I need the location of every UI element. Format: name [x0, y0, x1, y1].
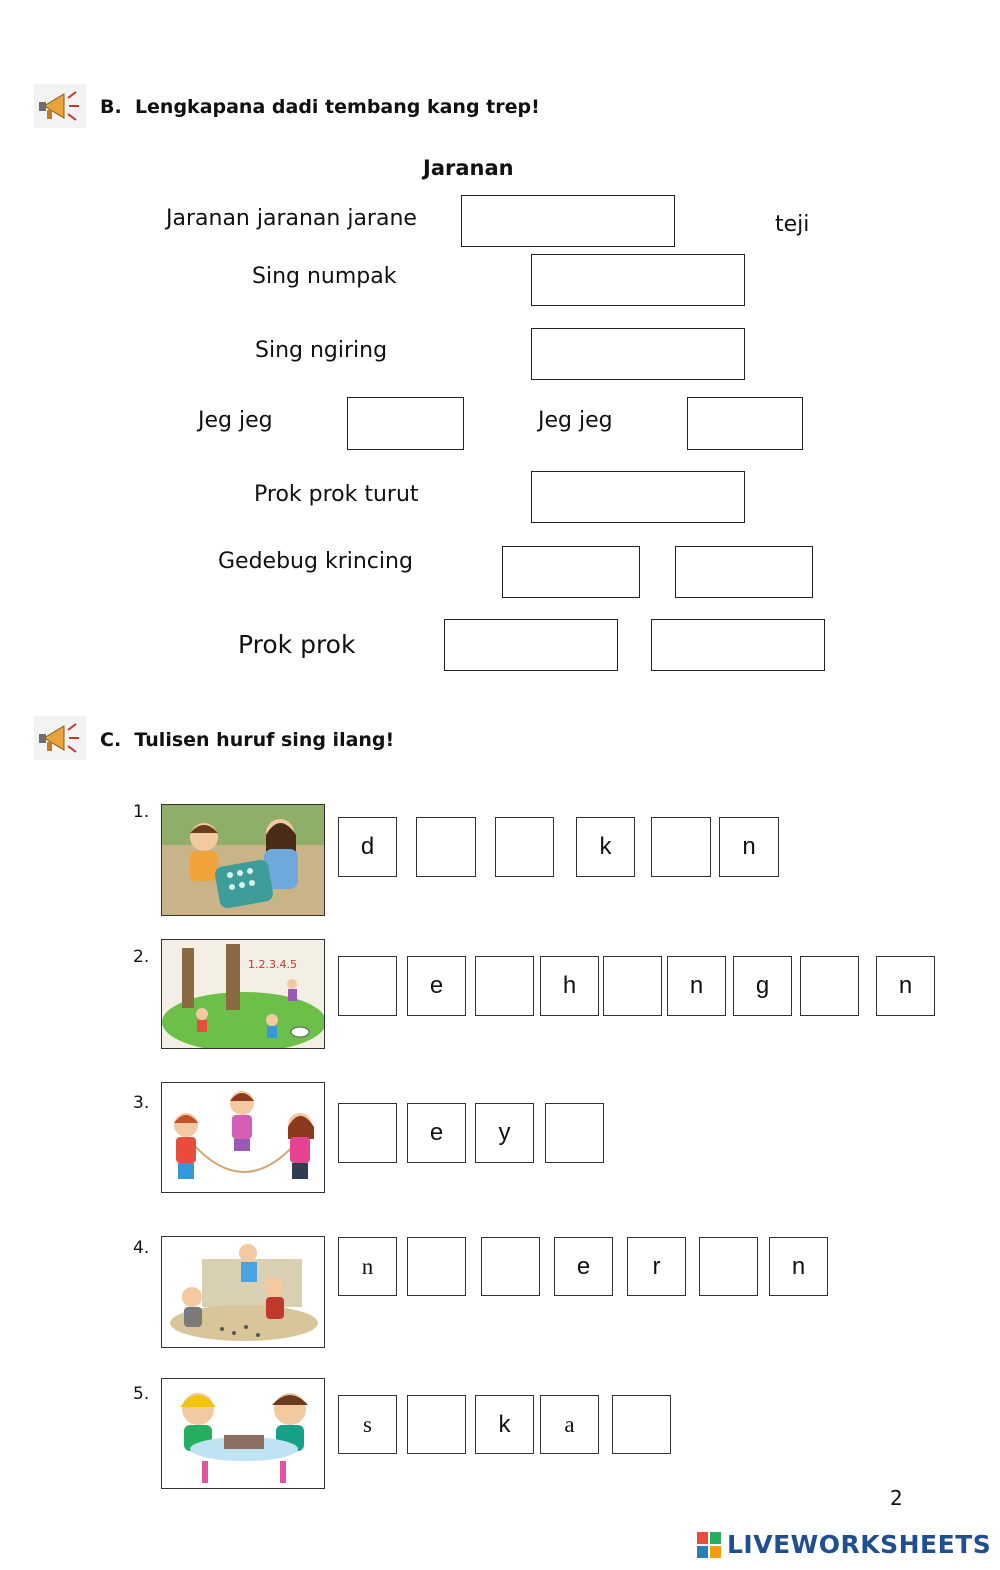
- letter-box: e: [407, 956, 466, 1016]
- jump-rope-picture: [161, 1082, 325, 1193]
- svg-text:1.2.3.4.5: 1.2.3.4.5: [248, 958, 297, 971]
- dakon-picture: [161, 804, 325, 916]
- liveworksheets-icon: [697, 1532, 721, 1558]
- letter-input-box[interactable]: [338, 1103, 397, 1163]
- letter-box: n: [719, 817, 779, 877]
- lyric-line-2: Sing numpak: [252, 264, 397, 289]
- answer-box-1[interactable]: [461, 195, 675, 247]
- answer-box-7a[interactable]: [444, 619, 618, 671]
- letter-input-box[interactable]: [481, 1237, 540, 1296]
- letter-input-box[interactable]: [651, 817, 711, 877]
- letter-box: k: [475, 1395, 534, 1454]
- letter-input-box[interactable]: [416, 817, 476, 877]
- letter-input-box[interactable]: [407, 1395, 466, 1454]
- section-c-heading: [100, 729, 394, 751]
- song-title: Jaranan: [423, 156, 514, 180]
- letter-input-box[interactable]: [545, 1103, 604, 1163]
- answer-box-4a[interactable]: [347, 397, 464, 450]
- letter-box: n: [338, 1237, 397, 1296]
- lyric-line-3: Sing ngiring: [255, 338, 388, 363]
- hide-and-seek-picture: [161, 939, 325, 1049]
- brand-name: LIVEWORKSHEETS: [727, 1530, 992, 1559]
- item-number: 1.: [133, 802, 150, 822]
- lyric-line-1-end: teji: [775, 212, 810, 237]
- letter-box: n: [769, 1237, 828, 1296]
- letter-input-box[interactable]: [800, 956, 859, 1016]
- letter-box: e: [554, 1237, 613, 1296]
- lyric-line-7: Prok prok: [238, 630, 356, 659]
- letter-input-box[interactable]: [699, 1237, 758, 1296]
- liveworksheets-logo: [697, 1530, 991, 1559]
- marbles-picture: [161, 1236, 325, 1348]
- answer-box-2[interactable]: [531, 254, 745, 306]
- letter-box: n: [667, 956, 726, 1016]
- letter-box: a: [540, 1395, 599, 1454]
- section-b-heading: [100, 96, 540, 118]
- lyric-line-1: Jaranan jaranan jarane: [166, 206, 417, 231]
- letter-box: s: [338, 1395, 397, 1454]
- chess-picture: [161, 1378, 325, 1489]
- letter-box: r: [627, 1237, 686, 1296]
- letter-input-box[interactable]: [475, 956, 534, 1016]
- section-c-letter: C.: [100, 729, 122, 751]
- answer-box-3[interactable]: [531, 328, 745, 380]
- letter-box: y: [475, 1103, 534, 1163]
- answer-box-4b[interactable]: [687, 397, 803, 450]
- section-b-letter: B.: [100, 96, 122, 118]
- item-number: 4.: [133, 1238, 150, 1258]
- item-number: 2.: [133, 947, 150, 967]
- answer-box-5[interactable]: [531, 471, 745, 523]
- letter-input-box[interactable]: [612, 1395, 671, 1454]
- lyric-line-6: Gedebug krincing: [218, 549, 413, 574]
- letter-input-box[interactable]: [338, 956, 397, 1016]
- letter-box: k: [576, 817, 635, 877]
- letter-input-box[interactable]: [407, 1237, 466, 1296]
- answer-box-6a[interactable]: [502, 546, 640, 598]
- letter-input-box[interactable]: [495, 817, 554, 877]
- letter-input-box[interactable]: [603, 956, 662, 1016]
- megaphone-icon: [34, 716, 86, 760]
- letter-box: h: [540, 956, 599, 1016]
- lyric-line-4b: Jeg jeg: [538, 408, 613, 433]
- letter-box: e: [407, 1103, 466, 1163]
- lyric-line-4a: Jeg jeg: [198, 408, 273, 433]
- answer-box-6b[interactable]: [675, 546, 813, 598]
- letter-box: n: [876, 956, 935, 1016]
- letter-box: g: [733, 956, 792, 1016]
- page-number: 2: [890, 1486, 903, 1510]
- lyric-line-5: Prok prok turut: [254, 482, 419, 507]
- section-b-instruction: Lengkapana dadi tembang kang trep!: [134, 96, 540, 118]
- item-number: 3.: [133, 1093, 150, 1113]
- item-number: 5.: [133, 1384, 150, 1404]
- letter-box: d: [338, 817, 397, 877]
- answer-box-7b[interactable]: [651, 619, 825, 671]
- section-c-instruction: Tulisen huruf sing ilang!: [134, 729, 395, 751]
- megaphone-icon: [34, 84, 86, 128]
